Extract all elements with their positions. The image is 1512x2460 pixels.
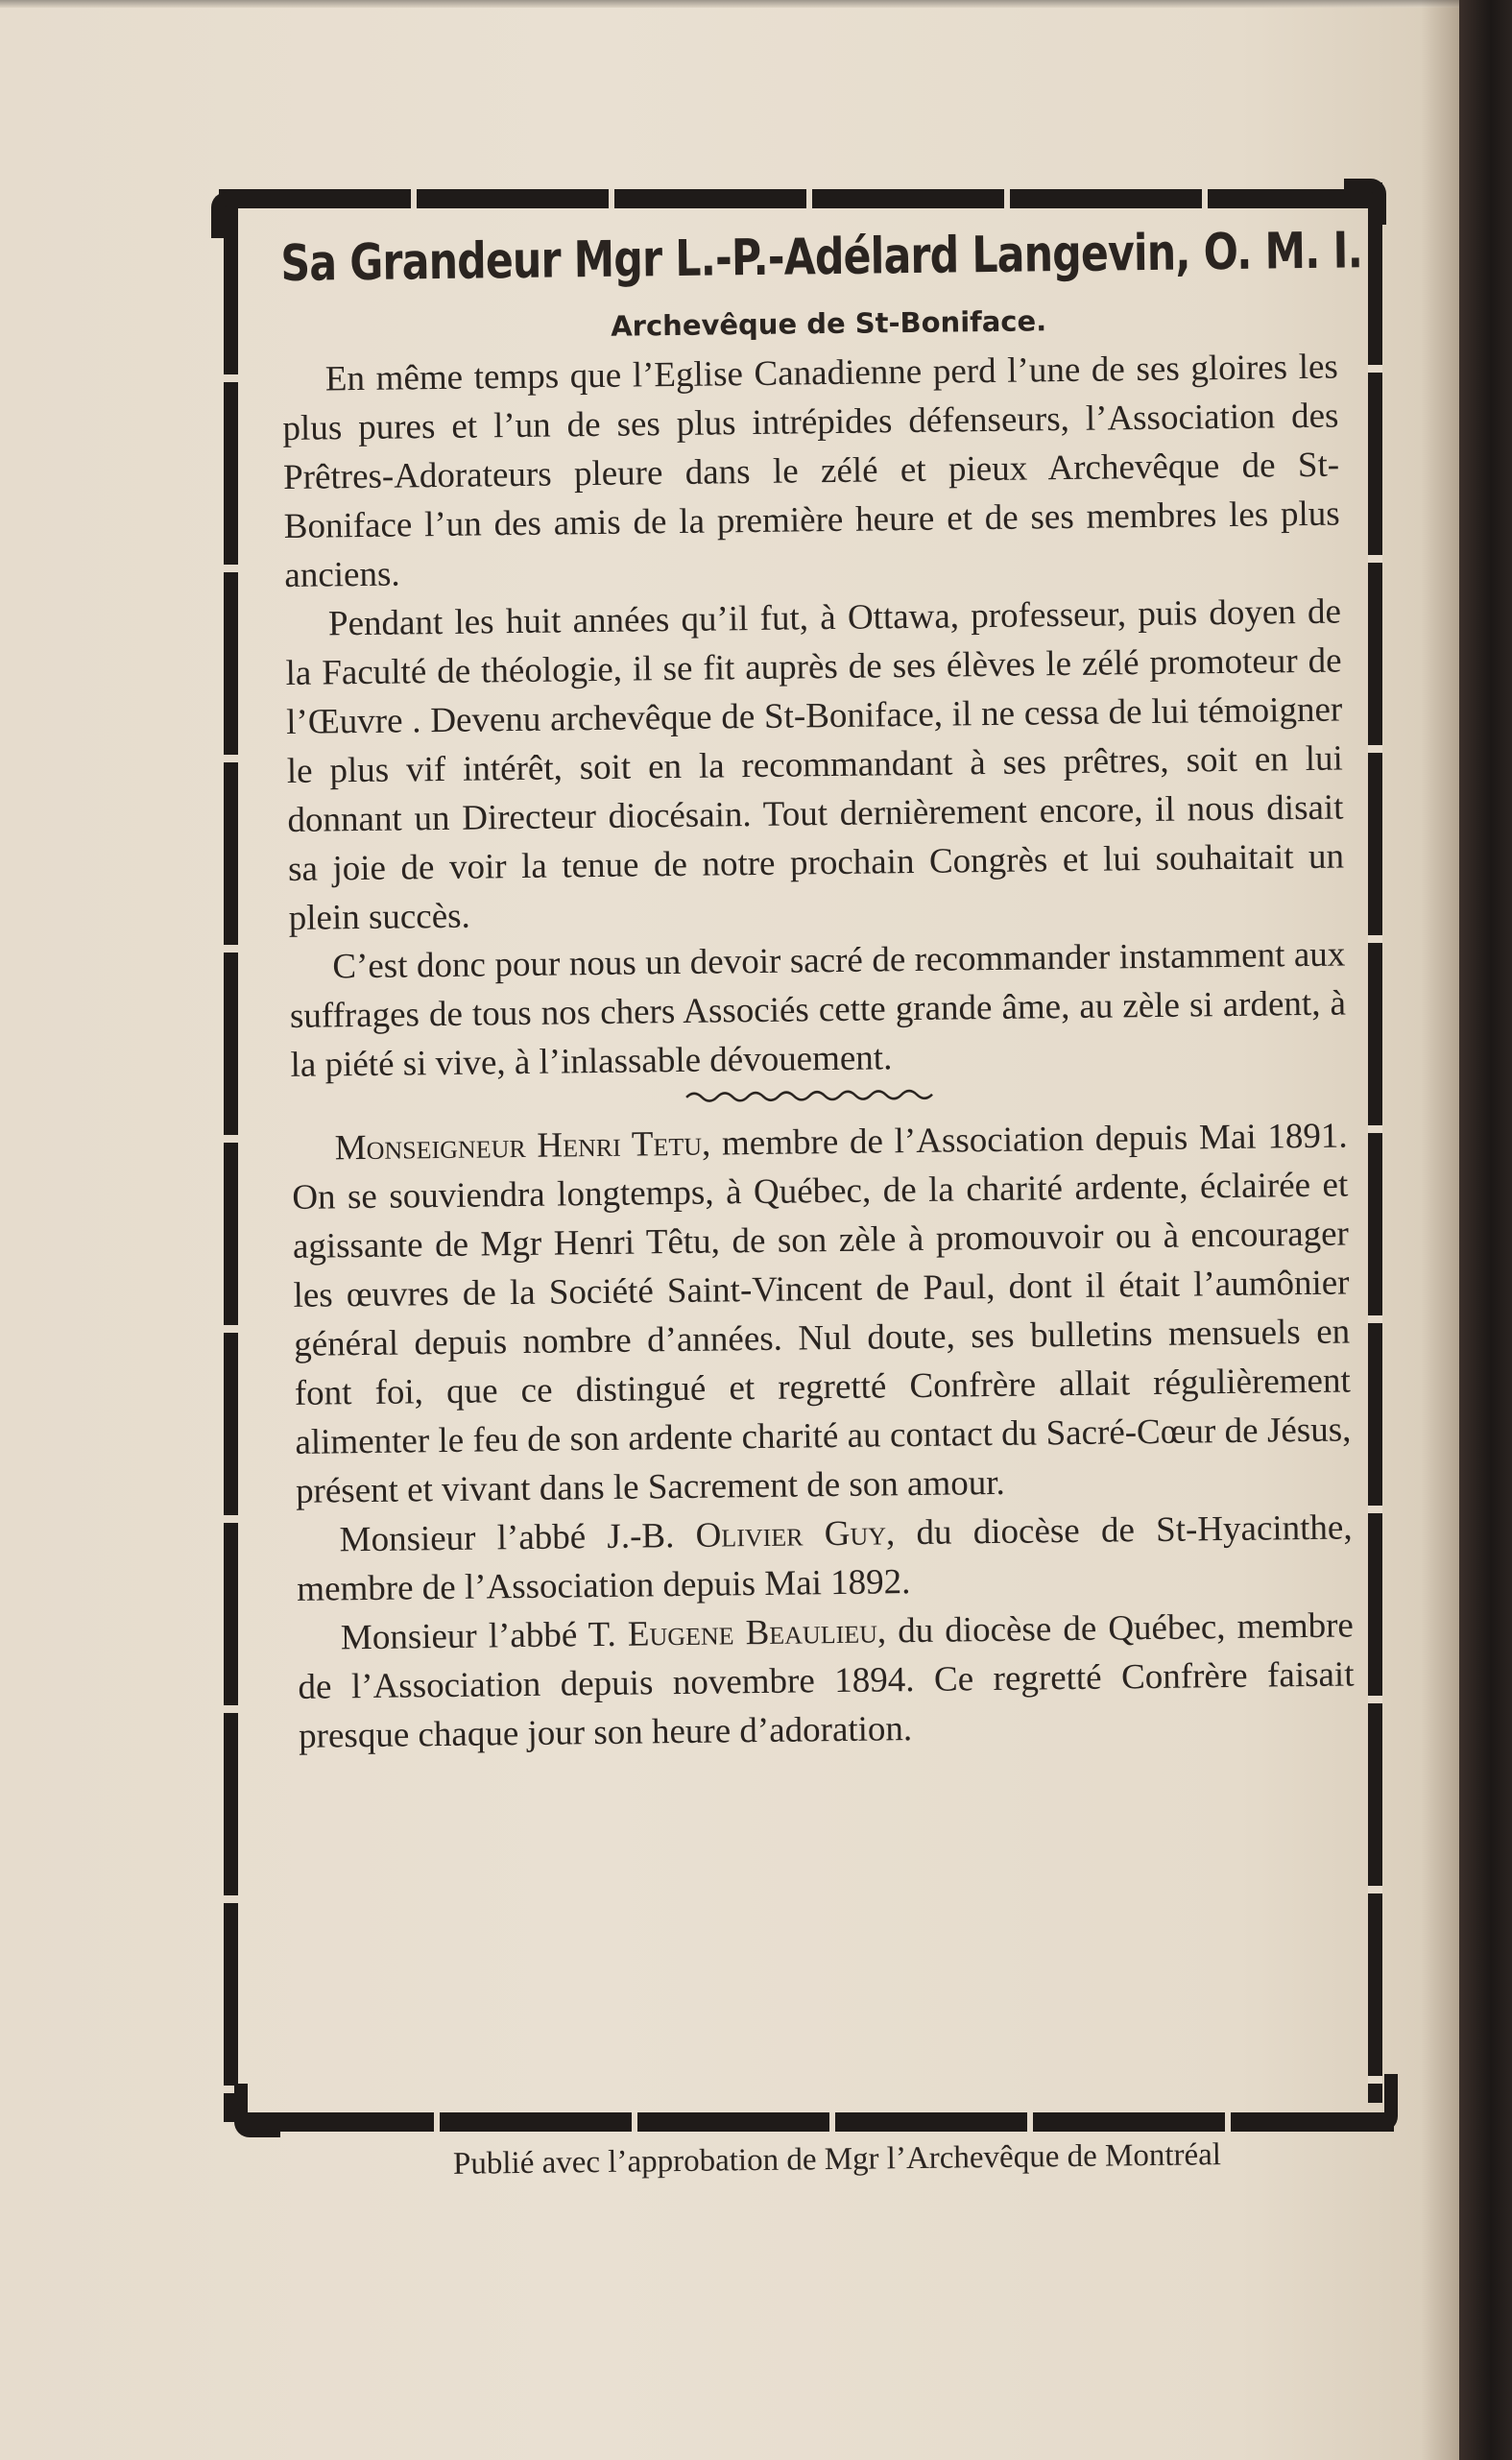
wavy-separator [684, 1084, 934, 1108]
page-title: Sa Grandeur Mgr L.-P.-Adélard Langevin, O. M. I. [280, 222, 1363, 293]
frame-border-top [219, 189, 1371, 208]
frame-border-bottom [242, 2112, 1394, 2132]
page-top-edge [0, 0, 1459, 8]
frame-corner-bottom-left [234, 2084, 280, 2137]
frame-corner-top-right [1344, 179, 1386, 225]
frame-border-right [1368, 182, 1382, 2103]
text-beaulieu: du diocèse de Québec, membre de l’Association depuis novembre 1894. Ce regretté Confrère faisait presque chaque jour son heure d’adoration. [298, 1605, 1355, 1756]
name-beaulieu: Eugene Beaulieu, [627, 1611, 887, 1654]
obituary-content [280, 218, 1363, 1761]
prefix-guy: Monsieur l’abbé J.-B. [339, 1515, 696, 1560]
paragraph-langevin-2: Pendant les huit années qu’il fut, à Ottawa, professeur, puis doyen de la Faculté de théologie, il se fit auprès de ses élèves le zélé promoteur de l’Œuvre . Devenu archevêque de St-Boniface, il ne cessa de lui témoigner le plus vif intérêt, soit en la recommandant à ses prêtres, soit en lui donnant un Directeur diocésain. Tout dernièrement encore, il nous disait sa joie de voir la tenue de notre prochain Congrès et lui souhaitait un plein succès. [285, 591, 1345, 938]
approval-footer: Publié avec l’approbation de Mgr l’Archevêque de Montréal [452, 2137, 1222, 2182]
book-edge-shadow [1459, 0, 1512, 2460]
paragraph-langevin-1: En même temps que l’Eglise Canadienne perd l’une de ses gloires les plus pures et l’un de ses plus intrépides défenseurs, l’Association des Prêtres-Adorateurs pleure dans le zélé et pieux Archevêque de St-Boniface l’un des amis de la première heure et de ses membres les plus anciens. [282, 347, 1340, 595]
prefix-beaulieu: Monsieur l’abbé T. [340, 1614, 629, 1658]
frame-corner-bottom-right [1356, 2074, 1398, 2132]
name-tetu: Monseigneur Henri Tetu, [334, 1123, 711, 1169]
frame-corner-top-left [211, 192, 257, 238]
page-subtitle: Archevêque de St-Boniface. [611, 304, 1047, 343]
name-guy: Olivier Guy, [695, 1513, 896, 1556]
text-guy: du diocèse de St-Hyacinthe, membre de l’Association depuis Mai 1892. [297, 1507, 1353, 1609]
text-tetu: membre de l’Association depuis Mai 1891. On se souviendra longtemps, à Québec, de la charité ardente, éclairée et agissante de Mgr Henri Têtu, de son zèle à promouvoir ou à encourager les œuvres de la Société Saint-Vincent de Paul, dont il était l’aumônier général depuis nombre d’années. Nul doute, ses bulletins mensuels en font foi, que ce distingué et regretté Confrère allait régulièrement alimenter le feu de son ardente charité au contact du Sacré-Cœur de Jésus, présent et vivant dans le Sacrement de son amour. [292, 1116, 1352, 1511]
paragraph-tetu [291, 1111, 1352, 1515]
paragraph-guy [296, 1503, 1353, 1613]
page-gutter-shadow [1421, 0, 1459, 2460]
paragraph-langevin-3: C’est donc pour nous un devoir sacré de recommander instamment aux suffrages de tous nos chers Associés cette grande âme, au zèle si ardent, à la piété si vive, à l’inlassable dévouement. [289, 934, 1347, 1085]
paragraph-beaulieu [298, 1601, 1356, 1760]
frame-border-left [224, 192, 238, 2122]
